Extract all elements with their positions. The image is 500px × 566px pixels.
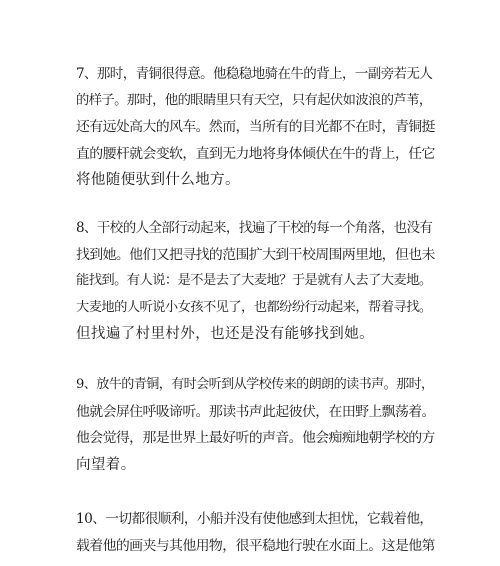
text-line: 将他随便驮到什么地方。 bbox=[76, 172, 240, 188]
paragraph-7 bbox=[76, 61, 436, 194]
paragraph-10 bbox=[76, 506, 436, 559]
text-line: 载着他的画夹与其他用物，很平稳地行驶在水面上。这是他第 bbox=[76, 537, 435, 554]
text-line: 向望着。 bbox=[76, 456, 136, 473]
text-line: 8、干校的人全部行动起来，找遍了干校的每一个角落，也没有 bbox=[76, 220, 433, 236]
text-line: 10、一切都很顺利，小船并没有使他感到太担忧，它载着他， bbox=[76, 511, 433, 527]
text-line: 的样子。那时，他的眼睛里只有天空，只有起伏如波浪的芦苇， bbox=[76, 92, 432, 108]
text-line: 他会觉得，那是世界上最好听的声音。他会痴痴地朝学校的方 bbox=[76, 430, 435, 446]
text-line: 还有远处高大的风车。然而，当所有的目光都不在时，青铜挺 bbox=[76, 119, 435, 135]
text-line: 9、放牛的青铜，有时会听到从学校传来的朗朗的读书声。那时， bbox=[76, 377, 434, 392]
text-line: 大麦地的人听说小女孩不见了，也都纷纷行动起来，帮着寻找。 bbox=[76, 299, 432, 315]
paragraph-8 bbox=[76, 215, 436, 348]
text-line: 直的腰杆就会变软，直到无力地将身体倾伏在牛的背上，任它 bbox=[76, 145, 435, 162]
text-line: 他就会屏住呼吸谛听。那读书声此起彼伏，在田野上飘荡着。 bbox=[76, 403, 435, 420]
text-line: 7、那时，青铜很得意。他稳稳地骑在牛的背上，一副旁若无人 bbox=[76, 66, 433, 82]
text-line: 能找到。有人说：是不是去了大麦地？于是就有人去了大麦地。 bbox=[76, 273, 432, 288]
text-line: 找到她。他们又把寻找的范围扩大到干校周围两里地，但也未 bbox=[76, 246, 435, 263]
text-line: 但找遍了村里村外，也还是没有能够找到她。 bbox=[76, 326, 374, 342]
paragraph-9 bbox=[76, 372, 436, 478]
